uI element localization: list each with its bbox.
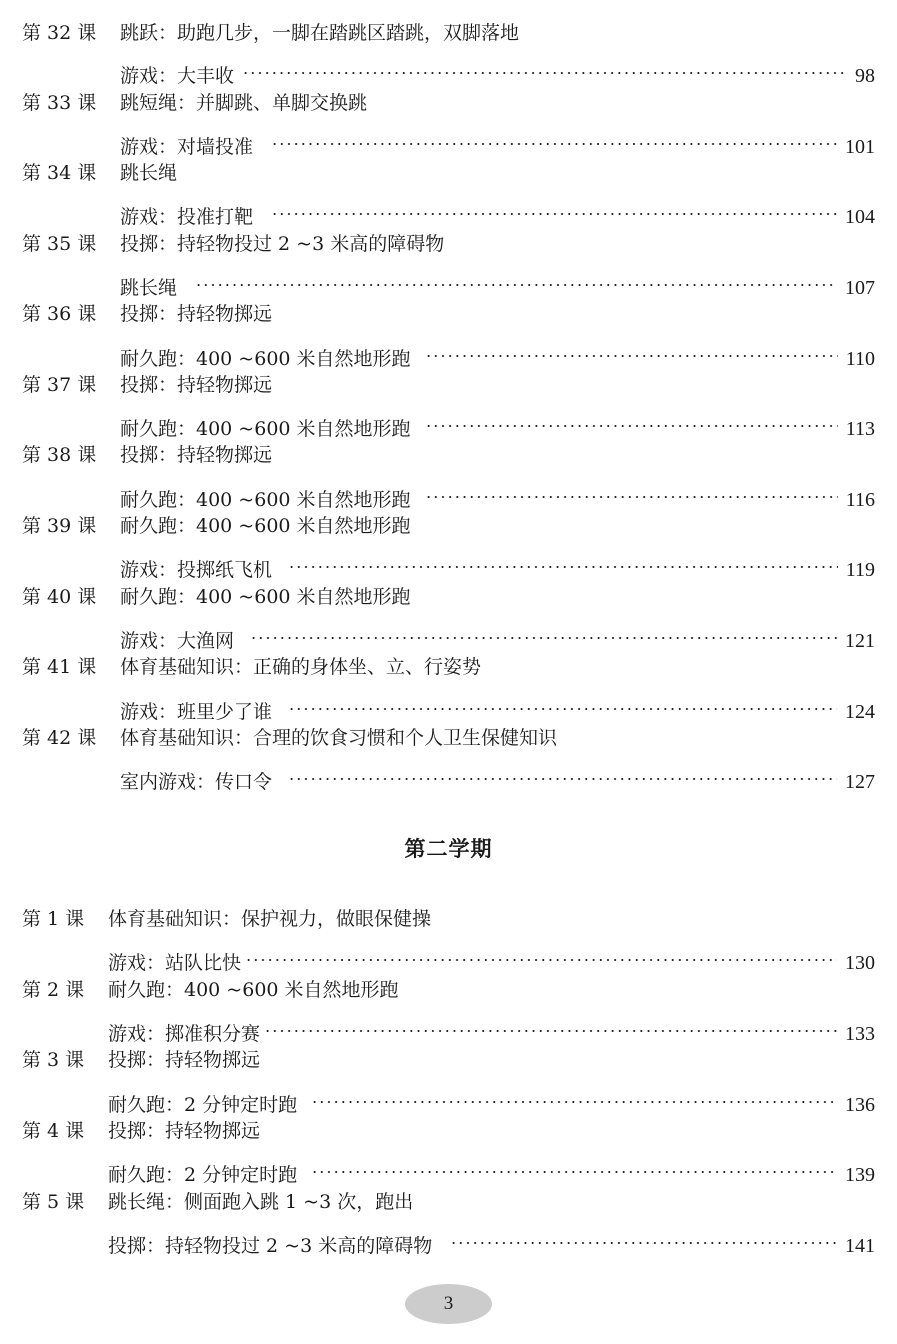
page-number: 101 (845, 136, 875, 158)
lesson-number: 第 35 课 (22, 233, 97, 255)
page-number: 116 (845, 489, 875, 511)
lesson-number: 第 34 课 (22, 162, 97, 184)
dot-leader (271, 193, 837, 223)
lesson-topic: 跳跃：助跑几步，一脚在踏跳区踏跳，双脚落地 (120, 22, 520, 44)
dot-leader (450, 1222, 837, 1252)
lesson-topic: 体育基础知识：合理的饮食习惯和个人卫生保健知识 (120, 727, 558, 749)
lesson-topic: 体育基础知识：正确的身体坐、立、行姿势 (120, 656, 482, 678)
page-number: 119 (845, 559, 875, 581)
toc-entry-row[interactable] (120, 193, 875, 228)
entry-title: 游戏：对墙投准 (120, 136, 254, 158)
dot-leader (288, 758, 837, 788)
toc-entry-row[interactable] (108, 1010, 875, 1045)
page-number: 104 (845, 206, 875, 228)
dot-leader (288, 546, 838, 576)
toc-entry-row[interactable] (120, 688, 875, 723)
toc-entry-row[interactable] (120, 476, 875, 511)
page-number: 121 (845, 630, 875, 652)
semester-heading: 第二学期 (404, 837, 493, 861)
page-number: 136 (845, 1094, 875, 1116)
entry-title: 室内游戏：传口令 (120, 771, 273, 793)
lesson-number: 第 32 课 (22, 22, 97, 44)
entry-title: 耐久跑：2 分钟定时跑 (108, 1094, 298, 1116)
entry-title: 游戏：掷准积分赛 (108, 1023, 261, 1045)
lesson-topic: 耐久跑：400 ~600 米自然地形跑 (120, 515, 411, 537)
toc-entry-row[interactable] (120, 617, 875, 652)
lesson-number: 第 36 课 (22, 303, 97, 325)
dot-leader (288, 688, 837, 718)
entry-title: 游戏：投准打靶 (120, 206, 254, 228)
entry-title: 耐久跑：400 ~600 米自然地形跑 (120, 348, 411, 370)
dot-leader (245, 939, 837, 969)
lesson-number: 第 42 课 (22, 727, 97, 749)
lesson-topic: 跳长绳 (120, 162, 178, 184)
lesson-topic: 投掷：持轻物掷远 (120, 444, 273, 466)
toc-entry-row[interactable] (120, 546, 875, 581)
lesson-number: 第 38 课 (22, 444, 97, 466)
entry-title: 耐久跑：400 ~600 米自然地形跑 (120, 418, 411, 440)
lesson-number: 第 37 课 (22, 374, 97, 396)
lesson-number: 第 2 课 (22, 979, 85, 1001)
toc-entry-row[interactable] (108, 939, 875, 974)
dot-leader (311, 1151, 837, 1181)
toc-entry-row[interactable] (120, 264, 875, 299)
entry-title: 投掷：持轻物投过 2 ~3 米高的障碍物 (108, 1235, 433, 1257)
lesson-topic: 投掷：持轻物掷远 (108, 1049, 261, 1071)
dot-leader (271, 123, 837, 153)
toc-entry-row[interactable] (108, 1222, 875, 1257)
page-number: 124 (845, 701, 875, 723)
lesson-number: 第 33 课 (22, 92, 97, 114)
dot-leader (264, 1010, 837, 1040)
page-number: 107 (845, 277, 875, 299)
dot-leader (425, 335, 838, 365)
toc-entry-row[interactable] (120, 335, 875, 370)
lesson-number: 第 39 课 (22, 515, 97, 537)
lesson-number: 第 1 课 (22, 908, 85, 930)
lesson-number: 第 3 课 (22, 1049, 85, 1071)
entry-title: 游戏：大丰收 (120, 65, 235, 87)
page-number: 139 (845, 1164, 875, 1186)
toc-entry-row[interactable] (108, 1151, 875, 1186)
toc-entry-row[interactable] (120, 52, 875, 87)
dot-leader (195, 264, 837, 294)
toc-entry-row[interactable] (120, 758, 875, 793)
dot-leader (250, 617, 837, 647)
page-number: 127 (845, 771, 875, 793)
entry-title: 游戏：投掷纸飞机 (120, 559, 273, 581)
page-number: 110 (845, 348, 875, 370)
dot-leader (242, 52, 847, 82)
dot-leader (425, 476, 838, 506)
lesson-topic: 投掷：持轻物掷远 (120, 303, 273, 325)
page-number: 141 (845, 1235, 875, 1257)
page-number: 98 (855, 65, 875, 87)
toc-entry-row[interactable] (120, 405, 875, 440)
toc-entry-row[interactable] (108, 1081, 875, 1116)
page-number: 133 (845, 1023, 875, 1045)
entry-title: 游戏：大渔网 (120, 630, 235, 652)
page-number: 130 (845, 952, 875, 974)
lesson-topic: 体育基础知识：保护视力，做眼保健操 (108, 908, 432, 930)
lesson-topic: 投掷：持轻物掷远 (108, 1120, 261, 1142)
lesson-topic: 耐久跑：400 ~600 米自然地形跑 (108, 979, 399, 1001)
page-number-badge (405, 1284, 492, 1324)
dot-leader (311, 1081, 837, 1111)
entry-title: 耐久跑：400 ~600 米自然地形跑 (120, 489, 411, 511)
lesson-topic: 投掷：持轻物投过 2 ~3 米高的障碍物 (120, 233, 445, 255)
page-number: 113 (845, 418, 875, 440)
lesson-topic: 跳长绳：侧面跑入跳 1 ~3 次，跑出 (108, 1191, 414, 1213)
entry-title: 游戏：站队比快 (108, 952, 242, 974)
entry-title: 游戏：班里少了谁 (120, 701, 273, 723)
page-number-label: 3 (443, 1293, 454, 1314)
lesson-number: 第 5 课 (22, 1191, 85, 1213)
lesson-number: 第 40 课 (22, 586, 97, 608)
lesson-number: 第 41 课 (22, 656, 97, 678)
lesson-topic: 耐久跑：400 ~600 米自然地形跑 (120, 586, 411, 608)
dot-leader (425, 405, 838, 435)
entry-title: 跳长绳 (120, 277, 178, 299)
lesson-number: 第 4 课 (22, 1120, 85, 1142)
toc-entry-row[interactable] (120, 123, 875, 158)
lesson-topic: 投掷：持轻物掷远 (120, 374, 273, 396)
lesson-topic: 跳短绳：并脚跳、单脚交换跳 (120, 92, 368, 114)
entry-title: 耐久跑：2 分钟定时跑 (108, 1164, 298, 1186)
